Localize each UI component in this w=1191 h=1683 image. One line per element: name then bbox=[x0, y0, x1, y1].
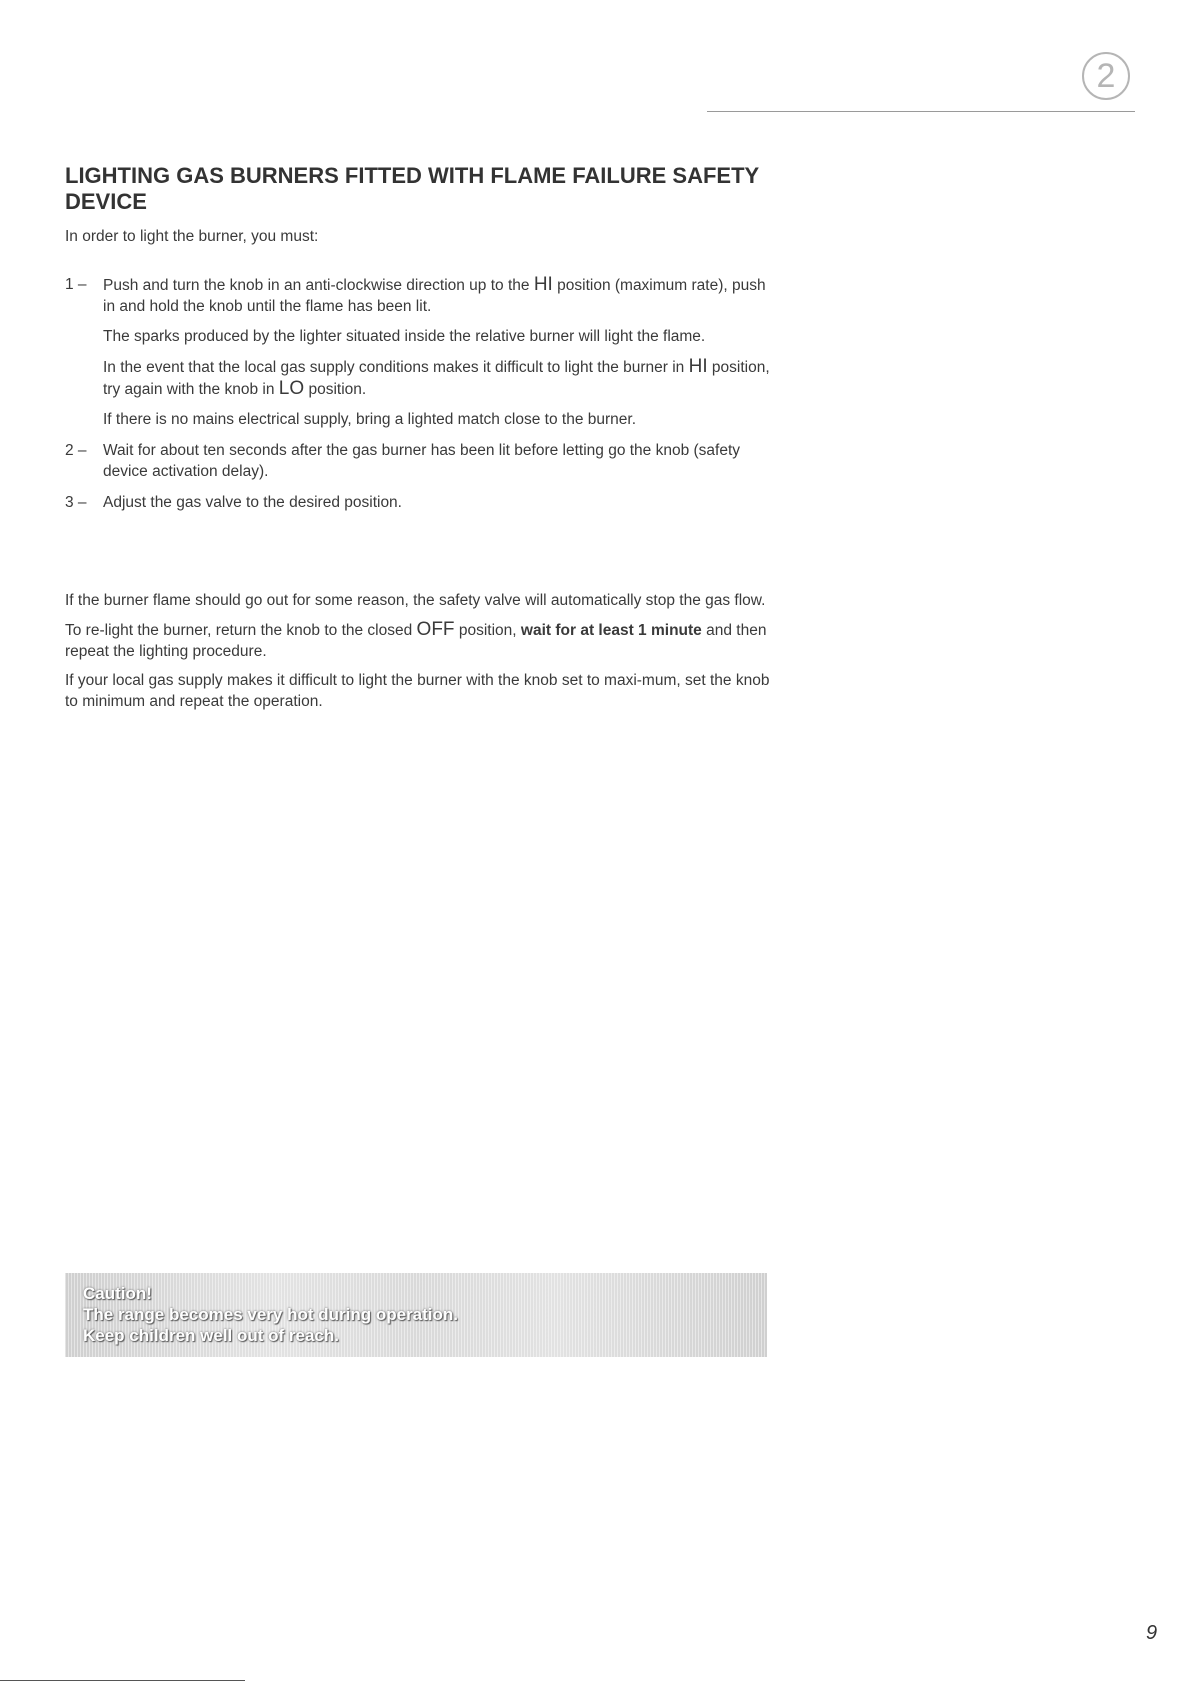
hi-label: HI bbox=[533, 274, 553, 295]
step-paragraph: The sparks produced by the lighter situated inside the relative burner will light the flame. bbox=[103, 328, 706, 345]
step-paragraph: Wait for about ten seconds after the gas burner has been lit before letting go the knob (safety device activation delay). bbox=[103, 442, 741, 480]
step-paragraph bbox=[103, 356, 777, 400]
step-text: In the event that the local gas supply conditions makes it difficult to light the burner in bbox=[103, 359, 689, 376]
steps-list bbox=[65, 274, 777, 523]
step-paragraph: If there is no mains electrical supply, bring a lighted match close to the burner. bbox=[103, 411, 637, 428]
off-label: OFF bbox=[416, 619, 455, 640]
footer-divider bbox=[0, 1680, 245, 1681]
caution-text: The range becomes very hot during operation. bbox=[83, 1305, 459, 1324]
header-divider bbox=[707, 111, 1135, 112]
wait-emphasis: wait for at least 1 minute bbox=[520, 622, 702, 639]
body-paragraph: If your local gas supply makes it difficult to light the burner with the knob set to maxi-mum, set the knob to minimum and repeat the operation. bbox=[65, 672, 770, 710]
section-number: 2 bbox=[1096, 57, 1116, 95]
section-number-badge bbox=[1082, 52, 1130, 100]
step-item bbox=[65, 440, 777, 482]
lo-label: LO bbox=[278, 378, 305, 399]
step-paragraph: Adjust the gas valve to the desired position. bbox=[103, 494, 402, 511]
step-number: 1 – bbox=[65, 276, 87, 293]
caution-text: Keep children well out of reach. bbox=[83, 1326, 339, 1345]
body-text: and then repeat the lighting procedure. bbox=[65, 622, 767, 660]
step-text: position, try again with the knob in bbox=[103, 359, 770, 398]
step-text: position. bbox=[304, 381, 367, 398]
body-text: To re-light the burner, return the knob to the closed bbox=[65, 622, 417, 639]
body-paragraph bbox=[65, 619, 777, 662]
hi-label: HI bbox=[688, 356, 708, 377]
caution-box bbox=[65, 1273, 767, 1357]
step-item bbox=[65, 492, 777, 513]
intro-text: In order to light the burner, you must: bbox=[65, 228, 319, 245]
body-text: position, bbox=[454, 622, 521, 639]
step-paragraph bbox=[103, 274, 777, 317]
step-number: 3 – bbox=[65, 494, 87, 511]
page-number: 9 bbox=[1146, 1622, 1158, 1644]
relight-section bbox=[65, 590, 777, 720]
step-text: Push and turn the knob in an anti-clockwise direction up to the bbox=[103, 277, 534, 294]
body-paragraph: If the burner flame should go out for some reason, the safety valve will automatically stop the gas flow. bbox=[65, 592, 766, 609]
step-text: position (maximum rate), push in and hold the knob until the flame has been lit. bbox=[103, 277, 766, 315]
step-item bbox=[65, 274, 777, 430]
page-title: LIGHTING GAS BURNERS FITTED WITH FLAME FAILURE SAFETY DEVICE bbox=[65, 163, 759, 214]
step-number: 2 – bbox=[65, 442, 87, 459]
caution-heading: Caution! bbox=[83, 1284, 152, 1303]
